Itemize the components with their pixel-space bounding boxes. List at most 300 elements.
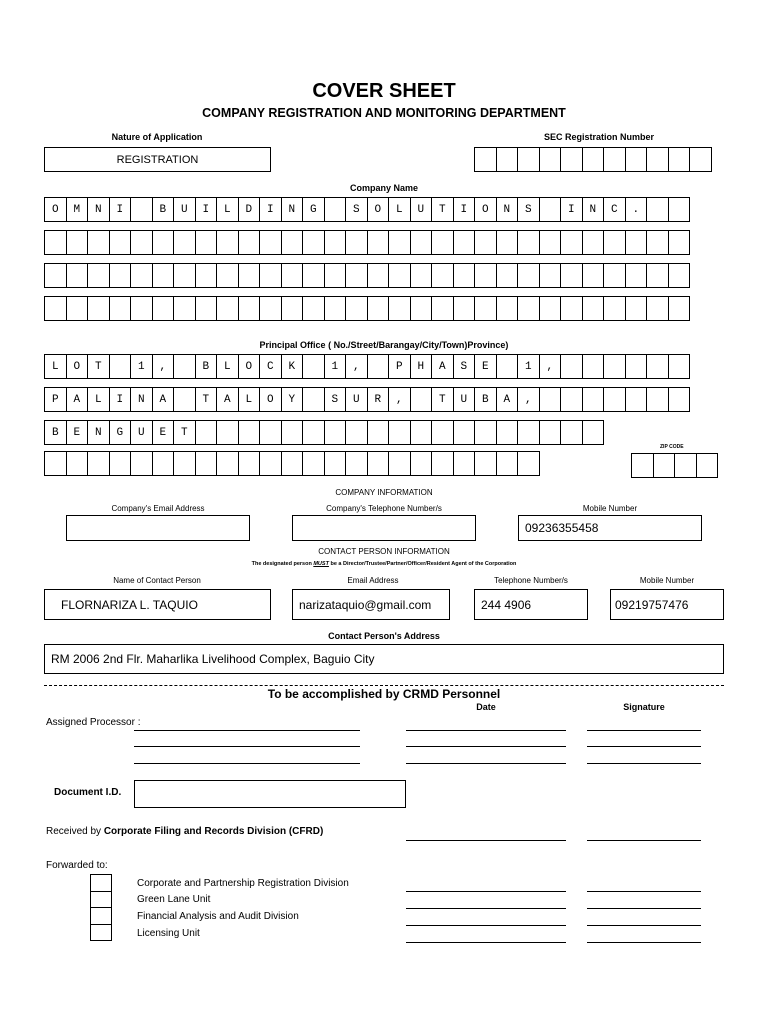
char-cell[interactable] <box>646 197 669 222</box>
char-cell[interactable] <box>453 263 476 288</box>
char-cell[interactable]: P <box>44 387 67 412</box>
char-cell[interactable] <box>582 230 605 255</box>
char-cell[interactable] <box>173 230 196 255</box>
char-cell[interactable] <box>324 230 347 255</box>
forward-signature-line-3[interactable] <box>587 925 701 926</box>
forward-date-line-1[interactable] <box>406 891 566 892</box>
char-cell[interactable]: L <box>216 197 239 222</box>
char-cell[interactable]: N <box>87 420 110 445</box>
char-cell[interactable] <box>259 420 282 445</box>
char-cell[interactable] <box>281 420 304 445</box>
char-cell[interactable] <box>517 451 540 476</box>
char-cell[interactable] <box>130 197 153 222</box>
char-cell[interactable]: M <box>66 197 89 222</box>
char-cell[interactable]: C <box>259 354 282 379</box>
char-cell[interactable] <box>517 263 540 288</box>
char-cell[interactable] <box>109 451 132 476</box>
char-cell[interactable] <box>238 296 261 321</box>
char-cell[interactable] <box>345 263 368 288</box>
contact-phone-field[interactable]: 244 4906 <box>474 589 588 620</box>
char-cell[interactable] <box>259 230 282 255</box>
char-cell[interactable]: T <box>431 197 454 222</box>
contact-mobile-field[interactable]: 09219757476 <box>610 589 724 620</box>
processor-date-line-2[interactable] <box>406 746 566 747</box>
char-cell[interactable] <box>582 263 605 288</box>
company-mobile-label: Mobile Number <box>582 504 638 513</box>
char-cell[interactable]: G <box>302 197 325 222</box>
char-cell[interactable] <box>431 451 454 476</box>
char-cell[interactable] <box>410 263 433 288</box>
processor-date-line-3[interactable] <box>406 763 566 764</box>
char-cell[interactable]: , <box>517 387 540 412</box>
char-cell[interactable]: O <box>367 197 390 222</box>
char-cell[interactable] <box>345 230 368 255</box>
char-cell[interactable] <box>152 451 175 476</box>
char-cell[interactable] <box>66 263 89 288</box>
forward-signature-line-1[interactable] <box>587 891 701 892</box>
sec-digit-cell[interactable] <box>668 147 691 172</box>
division-checkbox-cprd[interactable] <box>90 874 112 892</box>
char-cell[interactable] <box>324 451 347 476</box>
char-cell[interactable]: C <box>603 197 626 222</box>
sec-digit-cell[interactable] <box>603 147 626 172</box>
char-cell[interactable]: T <box>173 420 196 445</box>
char-cell[interactable] <box>582 296 605 321</box>
char-cell[interactable]: U <box>410 197 433 222</box>
char-cell[interactable] <box>302 387 325 412</box>
char-cell[interactable]: L <box>388 197 411 222</box>
contact-phone-label: Telephone Number/s <box>494 576 568 585</box>
sec-digit-cell[interactable] <box>689 147 712 172</box>
processor-signature-line-1[interactable] <box>587 730 701 731</box>
char-cell[interactable]: , <box>152 354 175 379</box>
char-cell[interactable] <box>474 451 497 476</box>
char-cell[interactable] <box>130 263 153 288</box>
char-cell[interactable] <box>259 296 282 321</box>
char-cell[interactable]: S <box>345 197 368 222</box>
contact-address-field[interactable]: RM 2006 2nd Flr. Maharlika Livelihood Complex, Baguio City <box>44 644 724 674</box>
char-cell[interactable]: K <box>281 354 304 379</box>
forward-date-line-4[interactable] <box>406 942 566 943</box>
char-cell[interactable]: O <box>238 354 261 379</box>
char-cell[interactable] <box>152 230 175 255</box>
char-cell[interactable] <box>367 451 390 476</box>
char-cell[interactable] <box>259 263 282 288</box>
char-cell[interactable] <box>302 420 325 445</box>
char-cell[interactable]: S <box>453 354 476 379</box>
char-cell[interactable] <box>216 230 239 255</box>
char-cell[interactable] <box>560 387 583 412</box>
char-cell[interactable]: 1 <box>324 354 347 379</box>
char-cell[interactable] <box>388 451 411 476</box>
char-cell[interactable] <box>517 420 540 445</box>
char-cell[interactable] <box>625 387 648 412</box>
char-cell[interactable]: S <box>517 197 540 222</box>
char-row[interactable] <box>44 197 689 222</box>
char-cell[interactable] <box>668 197 691 222</box>
char-cell[interactable] <box>625 354 648 379</box>
zip-digit-cell[interactable] <box>674 453 697 478</box>
char-cell[interactable] <box>367 263 390 288</box>
char-cell[interactable] <box>646 230 669 255</box>
sec-digit-cell[interactable] <box>496 147 519 172</box>
sec-digit-cell[interactable] <box>582 147 605 172</box>
char-cell[interactable] <box>582 387 605 412</box>
char-cell[interactable] <box>388 230 411 255</box>
char-cell[interactable] <box>453 296 476 321</box>
char-cell[interactable] <box>668 387 691 412</box>
forward-date-line-3[interactable] <box>406 925 566 926</box>
received-date-line[interactable] <box>406 840 566 841</box>
char-cell[interactable]: B <box>474 387 497 412</box>
division-checkbox-licensing[interactable] <box>90 924 112 942</box>
char-cell[interactable] <box>345 296 368 321</box>
char-cell[interactable] <box>130 296 153 321</box>
company-email-field[interactable] <box>66 515 250 541</box>
char-cell[interactable] <box>388 420 411 445</box>
char-cell[interactable]: 1 <box>517 354 540 379</box>
received-signature-line[interactable] <box>587 840 701 841</box>
char-cell[interactable] <box>603 230 626 255</box>
division-checkbox-faad[interactable] <box>90 907 112 925</box>
char-cell[interactable]: , <box>539 354 562 379</box>
char-cell[interactable] <box>345 451 368 476</box>
char-cell[interactable] <box>582 354 605 379</box>
char-cell[interactable] <box>625 296 648 321</box>
char-cell[interactable]: , <box>345 354 368 379</box>
char-cell[interactable] <box>195 451 218 476</box>
char-cell[interactable] <box>431 230 454 255</box>
zip-code-grid[interactable] <box>631 453 717 478</box>
processor-line-1[interactable] <box>134 730 360 731</box>
char-cell[interactable] <box>453 420 476 445</box>
char-cell[interactable] <box>496 354 519 379</box>
char-cell[interactable]: A <box>431 354 454 379</box>
char-cell[interactable] <box>517 296 540 321</box>
char-cell[interactable] <box>560 354 583 379</box>
char-cell[interactable] <box>281 296 304 321</box>
principal-office-grid[interactable] <box>44 354 689 476</box>
char-cell[interactable] <box>539 420 562 445</box>
sec-digit-cell[interactable] <box>625 147 648 172</box>
char-cell[interactable]: E <box>474 354 497 379</box>
company-mobile-field[interactable]: 09236355458 <box>518 515 702 541</box>
char-cell[interactable] <box>410 387 433 412</box>
char-cell[interactable] <box>410 296 433 321</box>
char-cell[interactable]: A <box>152 387 175 412</box>
char-cell[interactable] <box>539 197 562 222</box>
contact-name-field[interactable]: FLORNARIZA L. TAQUIO <box>44 589 271 620</box>
char-cell[interactable] <box>66 230 89 255</box>
char-cell[interactable] <box>539 296 562 321</box>
processor-date-line-1[interactable] <box>406 730 566 731</box>
char-cell[interactable] <box>324 420 347 445</box>
char-cell[interactable] <box>646 263 669 288</box>
char-cell[interactable] <box>238 451 261 476</box>
char-row[interactable] <box>44 387 689 412</box>
char-cell[interactable] <box>216 420 239 445</box>
company-name-grid[interactable] <box>44 197 689 321</box>
char-cell[interactable] <box>173 296 196 321</box>
char-row[interactable] <box>44 354 689 379</box>
char-cell[interactable] <box>603 354 626 379</box>
processor-signature-line-3[interactable] <box>587 763 701 764</box>
received-by-label: Received by Corporate Filing and Records Division (CFRD) <box>46 826 324 837</box>
char-cell[interactable] <box>44 451 67 476</box>
char-cell[interactable] <box>44 263 67 288</box>
sec-digit-cell[interactable] <box>539 147 562 172</box>
char-cell[interactable] <box>152 263 175 288</box>
char-cell[interactable] <box>603 263 626 288</box>
char-cell[interactable] <box>474 296 497 321</box>
sec-digit-cell[interactable] <box>560 147 583 172</box>
char-cell[interactable] <box>646 296 669 321</box>
char-cell[interactable]: I <box>109 387 132 412</box>
document-id-label: Document I.D. <box>54 787 122 798</box>
char-cell[interactable] <box>44 230 67 255</box>
char-cell[interactable]: N <box>281 197 304 222</box>
zip-digit-cell[interactable] <box>653 453 676 478</box>
char-cell[interactable]: H <box>410 354 433 379</box>
char-cell[interactable]: D <box>238 197 261 222</box>
char-cell[interactable] <box>66 451 89 476</box>
char-cell[interactable]: N <box>87 197 110 222</box>
char-cell[interactable] <box>109 230 132 255</box>
company-phone-field[interactable] <box>292 515 476 541</box>
char-cell[interactable] <box>603 296 626 321</box>
char-cell[interactable] <box>431 263 454 288</box>
char-cell[interactable] <box>238 230 261 255</box>
char-cell[interactable]: B <box>152 197 175 222</box>
char-cell[interactable] <box>302 451 325 476</box>
char-cell[interactable]: I <box>453 197 476 222</box>
contact-email-field[interactable]: narizataquio@gmail.com <box>292 589 450 620</box>
char-cell[interactable]: N <box>496 197 519 222</box>
nature-field[interactable]: REGISTRATION <box>44 147 271 172</box>
char-cell[interactable] <box>539 230 562 255</box>
char-cell[interactable] <box>44 296 67 321</box>
char-cell[interactable]: L <box>44 354 67 379</box>
char-cell[interactable] <box>367 354 390 379</box>
char-cell[interactable]: L <box>216 354 239 379</box>
processor-signature-line-2[interactable] <box>587 746 701 747</box>
char-cell[interactable] <box>410 451 433 476</box>
char-cell[interactable] <box>367 296 390 321</box>
char-cell[interactable]: T <box>195 387 218 412</box>
char-cell[interactable]: A <box>496 387 519 412</box>
char-row[interactable] <box>44 451 689 476</box>
char-cell[interactable]: , <box>388 387 411 412</box>
zip-digit-cell[interactable] <box>696 453 719 478</box>
char-cell[interactable] <box>646 387 669 412</box>
char-cell[interactable]: I <box>109 197 132 222</box>
char-cell[interactable]: N <box>582 197 605 222</box>
char-cell[interactable] <box>302 230 325 255</box>
char-cell[interactable]: T <box>431 387 454 412</box>
char-cell[interactable]: L <box>238 387 261 412</box>
char-cell[interactable] <box>109 263 132 288</box>
char-cell[interactable] <box>109 354 132 379</box>
char-cell[interactable] <box>496 420 519 445</box>
char-cell[interactable]: P <box>388 354 411 379</box>
char-cell[interactable] <box>130 451 153 476</box>
char-cell[interactable] <box>302 296 325 321</box>
char-cell[interactable] <box>625 230 648 255</box>
char-cell[interactable] <box>173 354 196 379</box>
char-cell[interactable] <box>560 263 583 288</box>
char-row[interactable] <box>44 296 689 321</box>
char-cell[interactable]: G <box>109 420 132 445</box>
char-cell[interactable] <box>410 230 433 255</box>
char-cell[interactable] <box>216 451 239 476</box>
char-cell[interactable] <box>582 420 605 445</box>
char-cell[interactable] <box>560 420 583 445</box>
char-row[interactable] <box>44 420 689 445</box>
char-cell[interactable]: O <box>44 197 67 222</box>
char-cell[interactable] <box>302 263 325 288</box>
company-name-label: Company Name <box>349 183 419 193</box>
char-cell[interactable] <box>281 263 304 288</box>
char-cell[interactable]: N <box>130 387 153 412</box>
char-cell[interactable] <box>173 451 196 476</box>
char-cell[interactable] <box>324 263 347 288</box>
char-cell[interactable] <box>474 230 497 255</box>
char-cell[interactable] <box>388 263 411 288</box>
char-cell[interactable] <box>238 420 261 445</box>
contact-note: The designated person MUST be a Director/Trustee/Partner/Officer/Resident Agent of the Corporation <box>251 561 517 567</box>
char-cell[interactable] <box>109 296 132 321</box>
char-cell[interactable]: I <box>259 197 282 222</box>
char-cell[interactable] <box>453 451 476 476</box>
char-cell[interactable]: U <box>173 197 196 222</box>
char-cell[interactable] <box>238 263 261 288</box>
char-cell[interactable] <box>66 296 89 321</box>
char-cell[interactable] <box>87 263 110 288</box>
char-cell[interactable] <box>431 296 454 321</box>
char-cell[interactable]: E <box>152 420 175 445</box>
char-cell[interactable] <box>324 296 347 321</box>
char-cell[interactable] <box>668 296 691 321</box>
char-cell[interactable] <box>87 451 110 476</box>
char-cell[interactable]: L <box>87 387 110 412</box>
char-cell[interactable] <box>216 263 239 288</box>
char-cell[interactable] <box>539 263 562 288</box>
char-cell[interactable] <box>87 296 110 321</box>
char-cell[interactable]: Y <box>281 387 304 412</box>
char-cell[interactable] <box>668 354 691 379</box>
char-cell[interactable] <box>668 230 691 255</box>
char-cell[interactable] <box>195 296 218 321</box>
char-cell[interactable] <box>324 197 347 222</box>
char-cell[interactable] <box>87 230 110 255</box>
forward-signature-line-2[interactable] <box>587 908 701 909</box>
char-cell[interactable] <box>345 420 368 445</box>
char-cell[interactable] <box>646 354 669 379</box>
char-cell[interactable]: O <box>66 354 89 379</box>
sec-digit-cell[interactable] <box>517 147 540 172</box>
char-cell[interactable]: B <box>44 420 67 445</box>
char-cell[interactable] <box>367 420 390 445</box>
char-cell[interactable]: O <box>259 387 282 412</box>
char-cell[interactable] <box>173 387 196 412</box>
char-cell[interactable]: R <box>367 387 390 412</box>
char-cell[interactable]: I <box>560 197 583 222</box>
char-cell[interactable] <box>281 451 304 476</box>
char-cell[interactable] <box>281 230 304 255</box>
char-cell[interactable]: U <box>453 387 476 412</box>
char-cell[interactable] <box>560 230 583 255</box>
contact-name-label: Name of Contact Person <box>113 576 201 585</box>
sec-digit-cell[interactable] <box>646 147 669 172</box>
char-cell[interactable] <box>496 451 519 476</box>
char-cell[interactable] <box>302 354 325 379</box>
char-cell[interactable]: S <box>324 387 347 412</box>
char-cell[interactable] <box>474 420 497 445</box>
char-cell[interactable] <box>474 263 497 288</box>
char-cell[interactable] <box>195 420 218 445</box>
char-cell[interactable] <box>539 387 562 412</box>
forward-date-line-2[interactable] <box>406 908 566 909</box>
char-cell[interactable] <box>195 263 218 288</box>
char-cell[interactable] <box>173 263 196 288</box>
char-row[interactable] <box>44 263 689 288</box>
sec-digit-cell[interactable] <box>474 147 497 172</box>
char-cell[interactable] <box>410 420 433 445</box>
contact-mobile-label: Mobile Number <box>639 576 695 585</box>
processor-line-2[interactable] <box>134 746 360 747</box>
char-cell[interactable]: A <box>66 387 89 412</box>
division-checkbox-green-lane[interactable] <box>90 891 112 909</box>
char-cell[interactable] <box>216 296 239 321</box>
char-cell[interactable] <box>152 296 175 321</box>
char-cell[interactable] <box>367 230 390 255</box>
char-cell[interactable]: . <box>625 197 648 222</box>
char-cell[interactable] <box>625 263 648 288</box>
char-cell[interactable] <box>130 230 153 255</box>
company-phone-label: Company's Telephone Number/s <box>326 504 442 513</box>
char-cell[interactable] <box>668 263 691 288</box>
char-cell[interactable]: E <box>66 420 89 445</box>
processor-line-3[interactable] <box>134 763 360 764</box>
char-cell[interactable]: 1 <box>130 354 153 379</box>
char-cell[interactable] <box>388 296 411 321</box>
char-cell[interactable] <box>195 230 218 255</box>
char-cell[interactable] <box>496 230 519 255</box>
char-cell[interactable] <box>496 296 519 321</box>
division-checkboxes <box>90 874 112 940</box>
char-cell[interactable]: O <box>474 197 497 222</box>
char-cell[interactable] <box>517 230 540 255</box>
char-cell[interactable]: I <box>195 197 218 222</box>
char-cell[interactable]: B <box>195 354 218 379</box>
char-cell[interactable] <box>431 420 454 445</box>
char-cell[interactable]: A <box>216 387 239 412</box>
char-cell[interactable] <box>453 230 476 255</box>
char-cell[interactable]: U <box>130 420 153 445</box>
zip-digit-cell[interactable] <box>631 453 654 478</box>
forward-signature-line-4[interactable] <box>587 942 701 943</box>
document-id-field[interactable] <box>134 780 406 808</box>
char-cell[interactable] <box>496 263 519 288</box>
char-cell[interactable]: T <box>87 354 110 379</box>
char-cell[interactable]: U <box>345 387 368 412</box>
char-cell[interactable] <box>560 296 583 321</box>
char-cell[interactable] <box>259 451 282 476</box>
principal-office-label: Principal Office ( No./Street/Barangay/City/Town)Province) <box>259 340 509 350</box>
char-row[interactable] <box>44 230 689 255</box>
char-cell[interactable] <box>603 387 626 412</box>
sec-number-grid[interactable] <box>474 147 711 172</box>
